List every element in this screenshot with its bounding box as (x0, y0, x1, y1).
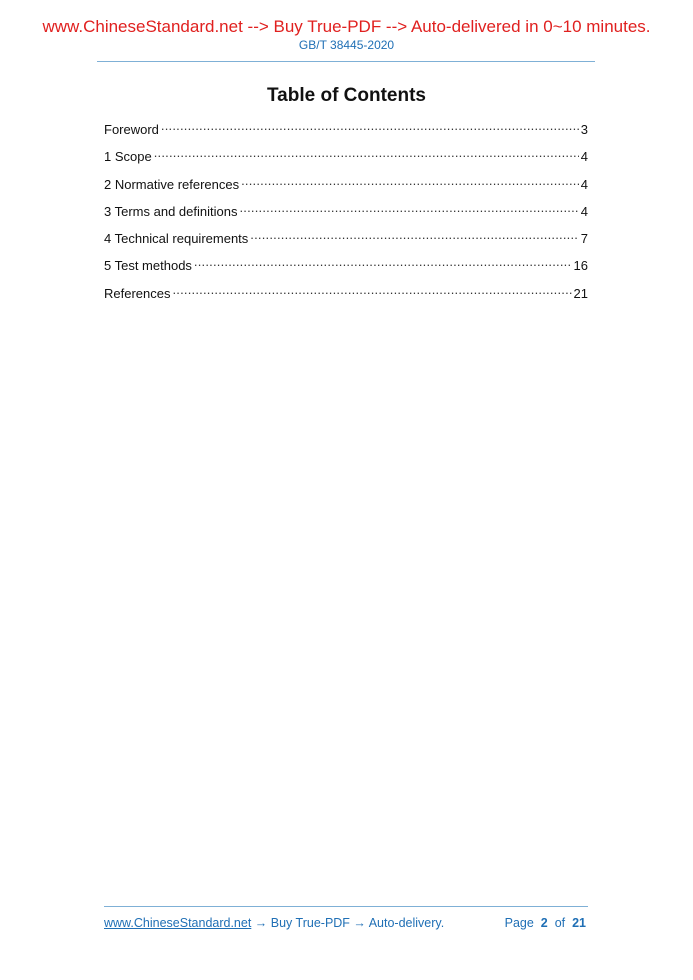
header-divider (97, 61, 595, 62)
toc-dot-leader (154, 145, 579, 161)
toc-entry-references[interactable] (104, 282, 588, 309)
toc-entry-page: 4 (580, 203, 588, 219)
toc-entry-page: 16 (573, 258, 588, 274)
page-current: 2 (540, 916, 548, 930)
toc-dot-leader (194, 254, 572, 270)
toc-entry-label: 1 Scope (104, 149, 152, 165)
toc-entry-technical-requirements[interactable] (104, 227, 588, 254)
toc-entry-page: 3 (580, 122, 588, 137)
toc-entry-page: 4 (580, 149, 588, 165)
toc-dot-leader (241, 173, 579, 189)
toc-dot-leader (172, 282, 571, 298)
footer-delivery-note (104, 916, 444, 931)
toc-entry-page: 4 (580, 176, 588, 192)
toc-entry-label: 2 Normative references (104, 176, 240, 192)
footer-delivery-text: → Buy True-PDF → Auto-delivery. (251, 916, 445, 930)
toc-entry-label: Foreword (104, 122, 159, 137)
toc-entry-label: 3 Terms and definitions (104, 203, 238, 219)
toc-entry-page: 21 (573, 285, 588, 301)
toc-entry-test-methods[interactable] (104, 254, 588, 281)
toc-entry-normative-references[interactable] (104, 173, 588, 200)
header-banner[interactable]: www.ChineseStandard.net --> Buy True-PDF --> Auto-delivered in 0~10 minutes. (42, 17, 651, 36)
footer-divider (104, 906, 588, 907)
standard-code: GB/T 38445-2020 (298, 38, 395, 52)
footer-site-link[interactable]: www.ChineseStandard.net (104, 916, 252, 930)
page-of: of (554, 916, 566, 930)
toc-entry-scope[interactable] (104, 145, 588, 172)
toc-entry-label: 5 Test methods (104, 258, 192, 274)
toc-title: Table of Contents (266, 85, 427, 106)
toc-entry-page: 7 (580, 231, 588, 247)
toc-dot-leader (250, 227, 578, 243)
page-number (505, 916, 586, 931)
toc-dot-leader (239, 200, 578, 216)
page-prefix: Page (504, 916, 534, 930)
page-footer (104, 916, 586, 931)
toc-list (104, 118, 588, 309)
toc-entry-foreword[interactable] (104, 118, 588, 145)
toc-entry-label: 4 Technical requirements (104, 231, 249, 247)
page-total: 21 (572, 916, 586, 930)
toc-entry-terms-and-definitions[interactable] (104, 200, 588, 227)
toc-entry-label: References (104, 285, 171, 301)
toc-dot-leader (161, 118, 579, 134)
